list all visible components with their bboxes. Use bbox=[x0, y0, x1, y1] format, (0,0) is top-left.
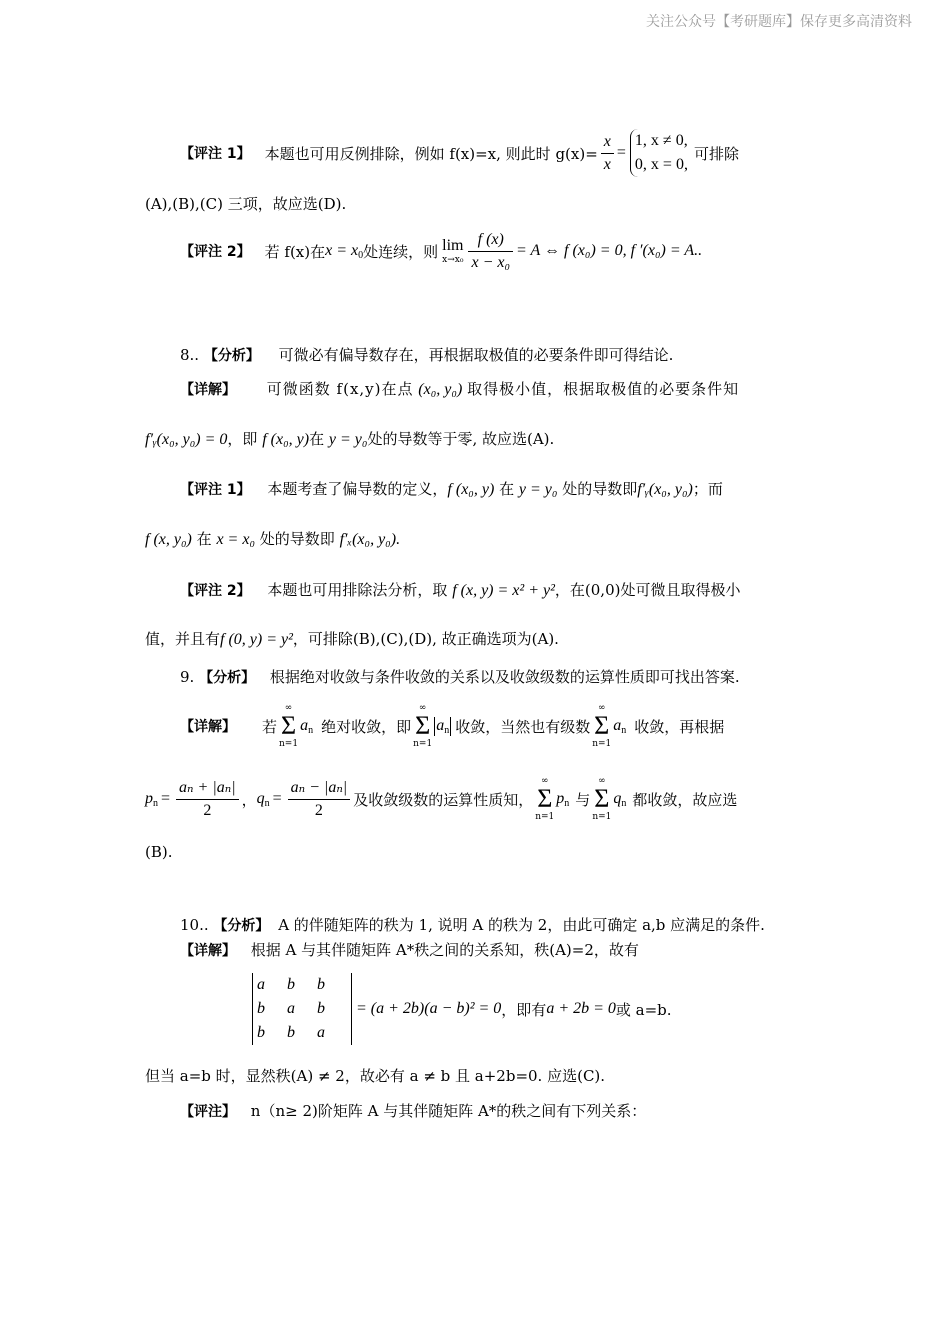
remark-2-tag: 【评注 2】 bbox=[180, 244, 251, 260]
q10-detail: 【详解】 根据 A 与其伴随矩阵 A*秩之间的关系知，秩(A)=2，故有 bbox=[180, 941, 639, 959]
q9-detail-line3: (B). bbox=[145, 843, 173, 861]
q8-remark-2: 【评注 2】 本题也可用排除法分析，取 f (x, y) = x² + y²，在(0,0)处可微且取得极小 bbox=[180, 581, 741, 599]
remark-2 bbox=[180, 225, 702, 277]
remark-2-fraction: $\frac{f (x)}{\text{x − x₀}}$ bbox=[468, 229, 513, 274]
q8-detail-text-b: 取得极小值，根据取极值的必要条件知 bbox=[467, 380, 740, 398]
watermark: 关注公众号【考研题库】保存更多高清资料 bbox=[646, 14, 912, 30]
remark-1-text: 本题也可用反例排除，例如 f(x)=x, 则此时 g(x)= bbox=[264, 144, 598, 163]
q8-detail bbox=[180, 378, 739, 399]
remark-1-tail: 可排除 bbox=[693, 144, 739, 163]
q8-analysis-tag: 【分析】 bbox=[203, 348, 260, 364]
sum-sign: ∞ Σ n=1 bbox=[279, 703, 299, 749]
q8-detail-line2: f′ᵧ(x₀, y₀) = 0，即 f (x₀, y)在 y = y₀处的导数等于零, 故应选(A). bbox=[145, 430, 555, 448]
remark-1-tag: 【评注 1】 bbox=[180, 146, 251, 162]
q10-conclusion: 但当 a=b 时，显然秩(A) ≠ 2，故必有 a ≠ b 且 a+2b=0. 应选(C). bbox=[145, 1067, 606, 1085]
piecewise-cases: 1, x ≠ 0, 0, x = 0, bbox=[630, 129, 688, 177]
remark-1 bbox=[180, 126, 739, 180]
q10-analysis: 10.. 【分析】 A 的伴随矩阵的秩为 1, 说明 A 的秩为 2，由此可确定 a,b 应满足的条件. bbox=[180, 916, 765, 934]
q8-detail-tag: 【详解】 bbox=[180, 382, 236, 398]
q10-remark: 【评注】 n（n≥ 2)阶矩阵 A 与其伴随矩阵 A*的秩之间有下列关系： bbox=[180, 1102, 647, 1120]
q8-point: (x₀, y₀) bbox=[418, 381, 463, 398]
q9-detail: 【详解】 若 ∞ Σ n=1 $a_n$ 绝对收敛，即 ∞ Σ n=1 $a_n$ 收敛，当然也有级数 ∞ Σ n=1 $a_n$ 收敛，再根据 bbox=[180, 703, 725, 749]
remark-1-line2: (A),(B),(C) 三项，故应选(D). bbox=[145, 195, 347, 213]
remark-1-fraction: $\frac{x}{x}$ bbox=[601, 131, 614, 176]
remark-2-condition: $x = x_0$ bbox=[325, 241, 364, 261]
equals-sign: = bbox=[616, 144, 626, 161]
q10-determinant-line: a b b b a b b b a = (a + 2b)(a − b)² = 0 ，即有 a + 2b = 0 或 a=b. bbox=[252, 967, 672, 1051]
sum-sign: ∞ Σ n=1 bbox=[413, 703, 433, 749]
determinant: a b b b a b b b a bbox=[252, 973, 352, 1045]
sum-sign: ∞ Σ n=1 bbox=[592, 703, 612, 749]
q9-detail-line2: $p_n$ = $\frac{\text{aₙ + |aₙ|}}{2}$ ， $q_n$ = $\frac{\text{aₙ − |aₙ|}}{2}$ 及收敛级数的运算性质知， ∞ Σ n=1 $p_n$ 与 ∞ Σ n=1 $q_n$ 都收敛，故应选 bbox=[145, 776, 738, 822]
remark-2-text-b: 处连续，则 bbox=[363, 242, 439, 261]
q8-remark-1: 【评注 1】 本题考查了偏导数的定义，f (x₀, y) 在 y = y₀ 处的导数即f′ᵧ(x₀, y₀)；而 bbox=[180, 480, 723, 498]
q9-analysis: 9. 【分析】 根据绝对收敛与条件收敛的关系以及收敛级数的运算性质即可找出答案. bbox=[180, 668, 740, 686]
limit-operator: lim x→x₀ bbox=[442, 237, 464, 265]
q8-analysis-text: 可微必有偏导数存在，再根据取极值的必要条件即可得结论. bbox=[278, 346, 674, 364]
q8-remark-2-line2: 值，并且有f (0, y) = y²，可排除(B),(C),(D), 故正确选项为(A). bbox=[145, 630, 559, 648]
q8-remark-1-line2: f (x, y₀) 在 x = x₀ 处的导数即 f′ₓ(x₀, y₀). bbox=[145, 530, 401, 548]
q8-detail-text: 可微函数 f(x,y)在点 bbox=[266, 380, 414, 398]
remark-2-text: 若 f(x)在 bbox=[264, 242, 326, 261]
q8-number: 8.. bbox=[180, 346, 200, 364]
q8-analysis bbox=[180, 344, 673, 365]
remark-2-result: = A ⇔ f (x₀) = 0, f ′(x₀) = A.. bbox=[516, 242, 703, 259]
